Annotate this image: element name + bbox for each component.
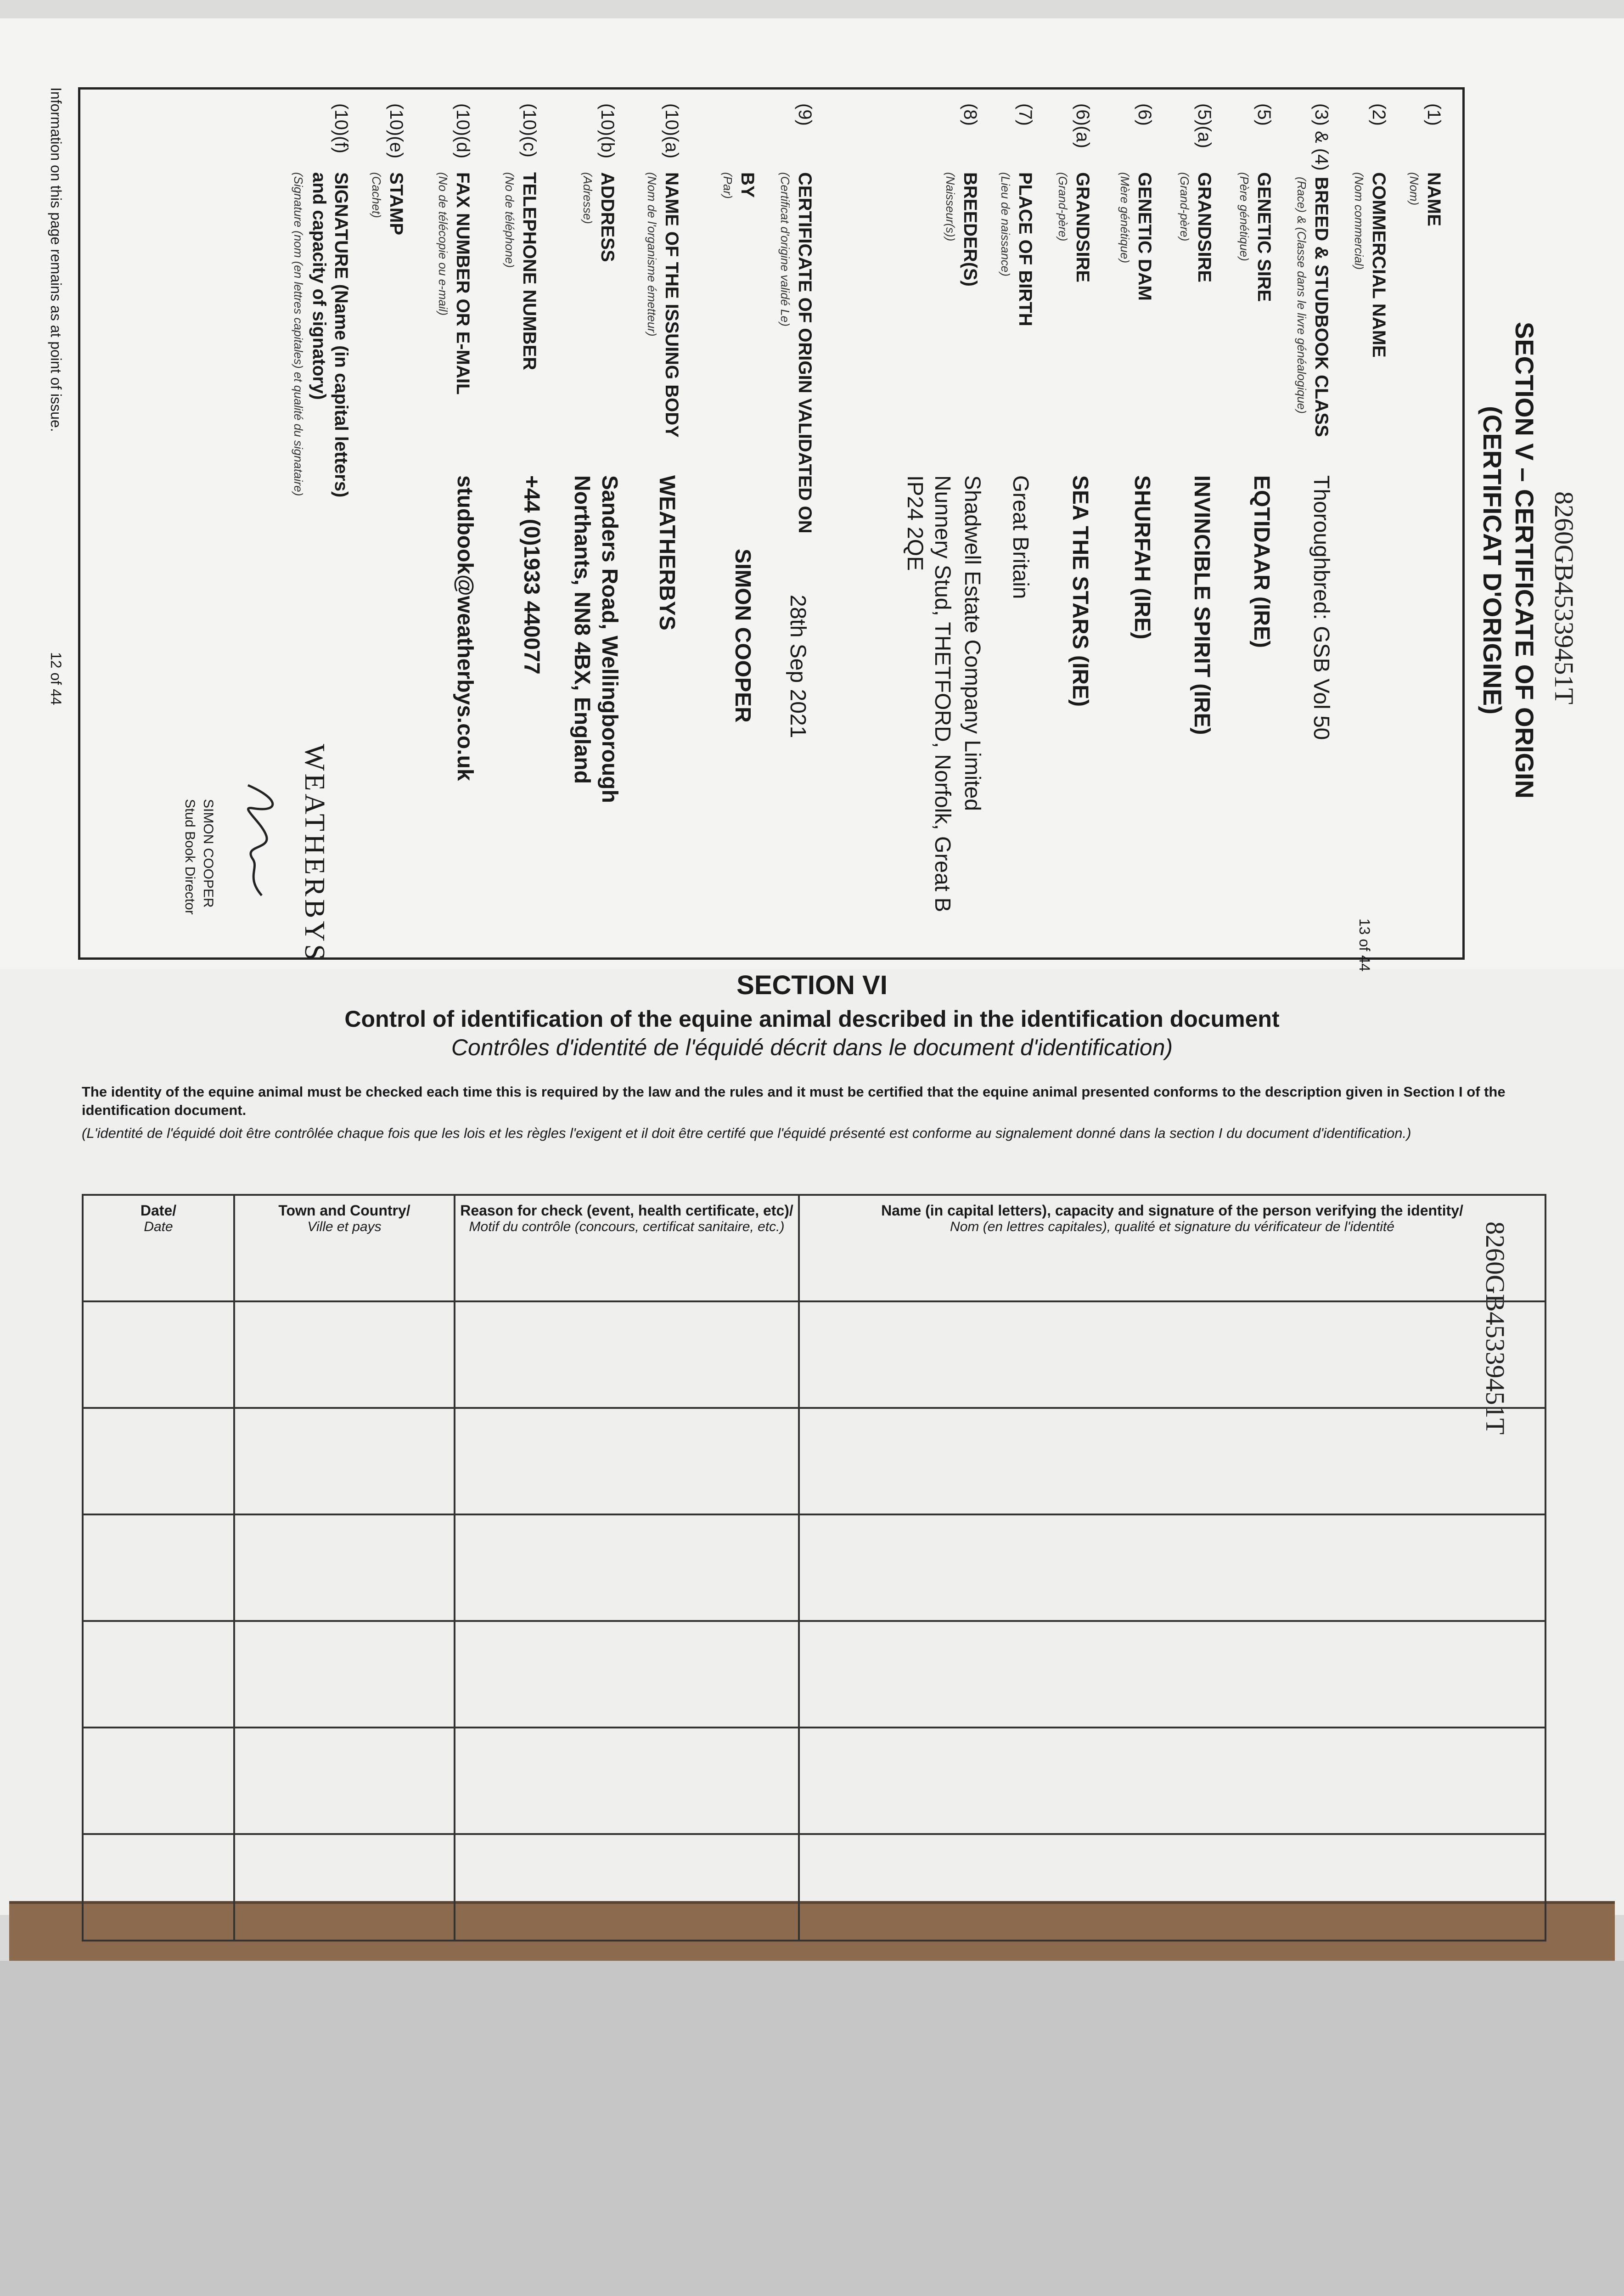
section-6-subtitle-fr: Contrôles d'identité de l'équidé décrit dans le document d'identification) <box>451 1035 1173 1060</box>
table-cell[interactable] <box>83 1514 234 1621</box>
weatherbys-stamp <box>129 744 331 963</box>
weatherbys-logo: WEATHERBYS <box>299 744 330 963</box>
signatory-role: Stud Book Director <box>182 799 197 915</box>
col-label-fr: Date <box>144 1219 173 1234</box>
row-place-of-birth <box>994 103 1035 507</box>
row-label: NAME OF THE ISSUING BODY <box>662 172 682 438</box>
section-5-certificate-of-origin <box>48 87 1579 963</box>
table-cell[interactable] <box>799 1514 1545 1621</box>
row-label-fr: (Par) <box>721 172 735 199</box>
table-cell[interactable] <box>455 1728 799 1834</box>
table-cell[interactable] <box>234 1408 455 1514</box>
col-label-fr: Motif du contrôle (concours, certificat sanitaire, etc.) <box>469 1219 785 1234</box>
row-label: BREED & STUDBOOK CLASS <box>1311 177 1332 437</box>
breeder-address-2: IP24 2QE <box>903 475 927 571</box>
row-label-fr: (Nom de l'organisme émetteur) <box>645 172 659 337</box>
table-cell[interactable] <box>455 1301 799 1408</box>
row-name <box>1403 103 1444 507</box>
row-number: (9) <box>795 103 815 126</box>
table-cell[interactable] <box>234 1621 455 1728</box>
table-cell[interactable] <box>83 1621 234 1728</box>
row-label-fr: (Grand-père) <box>1056 172 1070 242</box>
row-number: (2) <box>1369 103 1389 126</box>
table-cell[interactable] <box>83 1301 234 1408</box>
section-6-intro-en: The identity of the equine animal must be checked each time this is required by the law and the rules and it must be certified that the equine animal presented conforms to the description given in Section I of the identification document. <box>82 1084 1506 1118</box>
row-label: BREEDER(S) <box>960 172 980 287</box>
row-label: GENETIC SIRE <box>1254 172 1274 302</box>
row-number: (5)(a) <box>1194 103 1214 148</box>
row-label: GRANDSIRE <box>1073 172 1093 283</box>
row-label-fr: (Adresse) <box>581 172 595 224</box>
row-number: (8) <box>960 103 980 126</box>
scanner-bed <box>0 1961 1624 2296</box>
row-commercial-name <box>1348 103 1389 507</box>
row-genetic-dam <box>1113 103 1155 507</box>
signatory-name: SIMON COOPER <box>201 799 216 908</box>
row-label: TELEPHONE NUMBER <box>519 172 539 371</box>
row-value: SEA THE STARS (IRE) <box>1068 475 1092 707</box>
row-label-fr: (Nom) <box>1407 172 1421 206</box>
table-cell[interactable] <box>455 1408 799 1514</box>
section-6-subtitle-en: Control of identification of the equine animal described in the identification document <box>344 1006 1280 1032</box>
row-number: (6) <box>1135 103 1155 126</box>
validated-by: SIMON COOPER <box>731 549 755 723</box>
row-grandsire-sire <box>1173 103 1214 507</box>
email-value: studbook@weatherbys.co.uk <box>453 475 477 781</box>
row-label-fr: (Nom commercial) <box>1352 172 1366 270</box>
row-label: NAME <box>1424 172 1444 226</box>
row-label: CERTIFICATE OF ORIGIN VALIDATED ON <box>795 172 815 534</box>
row-telephone <box>498 103 539 507</box>
table-row <box>83 1514 1545 1621</box>
row-genetic-sire <box>1233 103 1274 507</box>
scan-top-shadow <box>0 0 1624 18</box>
page-number-12: 12 of 44 <box>48 652 64 705</box>
validated-date: 28th Sep 2021 <box>786 595 810 738</box>
col-verifier <box>799 1195 1545 1301</box>
table-cell[interactable] <box>83 1408 234 1514</box>
identity-check-table <box>82 1194 1546 1941</box>
document-number: 8260GB45339451T <box>1549 491 1579 704</box>
col-reason <box>455 1195 799 1301</box>
row-label: GRANDSIRE <box>1194 172 1214 283</box>
row-label: BY <box>737 172 758 198</box>
row-number: (10)(f) <box>331 103 351 153</box>
row-label-line-2: and capacity of signatory) <box>309 172 329 400</box>
row-issuing-body <box>641 103 682 507</box>
col-label: Town and Country/ <box>278 1202 410 1219</box>
table-cell[interactable] <box>234 1728 455 1834</box>
row-label-fr: (Mère génétique) <box>1118 172 1132 263</box>
table-row <box>83 1728 1545 1834</box>
row-label-fr: (No de télécopie ou e-mail) <box>436 172 450 316</box>
signature-scribble <box>225 781 289 900</box>
row-label-fr: (Cachet) <box>370 172 383 218</box>
row-label: FAX NUMBER OR E-MAIL <box>453 172 473 395</box>
row-stamp <box>365 103 406 507</box>
row-label-fr: (Race) & (Classe dans le livre généalogique) <box>1295 177 1309 414</box>
section-5-title <box>1476 262 1540 859</box>
table-cell[interactable] <box>455 1834 799 1941</box>
table-cell[interactable] <box>234 1301 455 1408</box>
row-by <box>716 103 758 507</box>
telephone-value: +44 (0)1933 440077 <box>519 475 544 675</box>
col-date <box>83 1195 234 1301</box>
col-label-fr: Ville et pays <box>307 1219 382 1234</box>
row-number: (5) <box>1254 103 1274 126</box>
table-row <box>83 1408 1545 1514</box>
row-number: (1) <box>1424 103 1444 126</box>
row-grandsire-dam <box>1051 103 1093 507</box>
row-number: (3) & (4) <box>1311 103 1332 171</box>
document-number-page-13: 8260GB45339451T <box>1480 1221 1510 1435</box>
row-label: GENETIC DAM <box>1135 172 1155 301</box>
row-value: SHURFAH (IRE) <box>1130 475 1154 640</box>
row-number: (10)(e) <box>386 103 406 159</box>
page-footer-note: Information on this page remains as at point of issue. <box>48 87 64 432</box>
row-number: (10)(d) <box>453 103 473 159</box>
row-label: COMMERCIAL NAME <box>1369 172 1389 358</box>
row-signature <box>282 103 351 507</box>
row-breeder <box>939 103 980 507</box>
row-number: (10)(a) <box>662 103 682 159</box>
row-label-fr: (No de téléphone) <box>503 172 517 268</box>
row-breed <box>1290 103 1332 507</box>
row-label: ADDRESS <box>597 172 618 262</box>
row-label: SIGNATURE (Name (in capital letters) <box>331 172 351 498</box>
table-cell[interactable] <box>83 1834 234 1941</box>
row-label-fr: (Naisseur(s)) <box>944 172 957 242</box>
table-cell[interactable] <box>234 1514 455 1621</box>
col-town-country <box>234 1195 455 1301</box>
page-number-13: 13 of 44 <box>1356 918 1373 972</box>
address-line-1: Sanders Road, Wellingborough <box>597 475 622 803</box>
row-fax-email <box>432 103 473 507</box>
table-cell[interactable] <box>799 1728 1545 1834</box>
row-value: EQTIDAAR (IRE) <box>1249 475 1274 648</box>
col-label: Reason for check (event, health certificate, etc)/ <box>460 1202 793 1219</box>
table-cell[interactable] <box>799 1301 1545 1408</box>
row-number: (10)(b) <box>597 103 618 159</box>
section-5-title-fr: (CERTIFICAT D'ORIGINE) <box>1478 406 1507 715</box>
row-label-fr: (Lieu de naissance) <box>999 172 1012 276</box>
row-number: (6)(a) <box>1073 103 1093 148</box>
row-value: INVINCIBLE SPIRIT (IRE) <box>1190 475 1214 735</box>
row-number: (7) <box>1015 103 1035 126</box>
row-address <box>576 103 618 507</box>
table-row <box>83 1301 1545 1408</box>
col-label: Date/ <box>140 1202 177 1219</box>
table-cell[interactable] <box>799 1621 1545 1728</box>
row-label-fr: (Grand-père) <box>1178 172 1191 242</box>
row-label-fr: (Signature (nom (en lettres capitales) et qualité du signataire) <box>292 172 305 496</box>
row-validated <box>774 103 815 534</box>
table-cell[interactable] <box>799 1408 1545 1514</box>
row-label: STAMP <box>386 172 406 236</box>
row-value: Shadwell Estate Company Limited <box>960 475 984 811</box>
table-cell[interactable] <box>455 1514 799 1621</box>
row-label-fr: (Père génétique) <box>1237 172 1251 261</box>
section-6-title: SECTION VI <box>736 970 888 1000</box>
address-line-2: Northants, NN8 4BX, England <box>570 475 594 784</box>
row-label: PLACE OF BIRTH <box>1015 172 1035 326</box>
table-header-row <box>83 1195 1545 1301</box>
col-label-fr: Nom (en lettres capitales), qualité et signature du vérificateur de l'identité <box>950 1219 1394 1234</box>
row-value: Thoroughbred: GSB Vol 50 <box>1309 475 1333 740</box>
issuing-body-name: WEATHERBYS <box>655 475 679 630</box>
table-row <box>83 1621 1545 1728</box>
row-number: (10)(c) <box>519 103 539 158</box>
table-cell[interactable] <box>455 1621 799 1728</box>
table-cell[interactable] <box>83 1728 234 1834</box>
table-cell[interactable] <box>799 1834 1545 1941</box>
breeder-address-1: Nunnery Stud, THETFORD, Norfolk, Great B <box>930 475 955 912</box>
row-value: Great Britain <box>1008 475 1033 599</box>
col-label: Name (in capital letters), capacity and signature of the person verifying the identity/ <box>881 1202 1463 1219</box>
table-cell[interactable] <box>234 1834 455 1941</box>
row-label-fr: (Certificat d'origine validé Le) <box>778 172 792 326</box>
section-6-intro-fr: (L'identité de l'équidé doit être contrôlée chaque fois que les lois et les règles l'exigent et il doit être certifé que l'équidé présenté est conforme au signalement donné dans la section I du document d'identification.) <box>82 1125 1411 1141</box>
table-row <box>83 1834 1545 1941</box>
section-5-title-en: SECTION V – CERTIFICATE OF ORIGIN <box>1510 321 1539 799</box>
